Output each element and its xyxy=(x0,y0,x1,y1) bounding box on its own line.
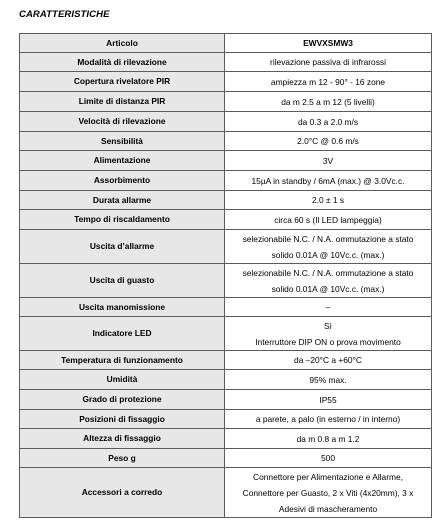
table-row xyxy=(20,468,432,518)
section-title: CARATTERISTICHE xyxy=(19,9,110,20)
table-row xyxy=(20,210,432,230)
spec-value xyxy=(225,171,432,191)
spec-value-line: Sì xyxy=(324,320,332,331)
table-row xyxy=(20,191,432,210)
spec-value-line: 2.0°C @ 0.6 m/s xyxy=(297,136,359,146)
table-row xyxy=(20,53,432,72)
spec-label: Assorbimento xyxy=(20,171,225,191)
spec-value-line: Adesivi di mascheramento xyxy=(278,503,378,514)
spec-value-line: 2.0 ± 1 s xyxy=(311,195,345,205)
spec-value xyxy=(225,53,432,72)
spec-value xyxy=(225,429,432,449)
table-row xyxy=(20,298,432,317)
spec-value xyxy=(225,264,432,298)
spec-label: Uscita d’allarme xyxy=(20,230,225,264)
table-row xyxy=(20,429,432,449)
spec-label: Tempo di riscaldamento xyxy=(20,210,225,230)
table-row xyxy=(20,132,432,151)
spec-label: Altezza di fissaggio xyxy=(20,429,225,449)
table-row xyxy=(20,151,432,171)
spec-value xyxy=(225,151,432,171)
spec-value xyxy=(225,72,432,92)
spec-value xyxy=(225,230,432,264)
spec-value-line: da m 0.8 a m 1.2 xyxy=(296,433,360,444)
spec-value xyxy=(225,34,432,53)
specifications-table xyxy=(19,33,432,518)
spec-value-line: 3V xyxy=(322,155,334,166)
spec-label: Articolo xyxy=(20,34,225,53)
table-row xyxy=(20,264,432,298)
spec-value-line: 95% max. xyxy=(309,374,347,385)
spec-value xyxy=(225,410,432,429)
table-row xyxy=(20,351,432,370)
spec-value-line: Interruttore DIP ON o prova movimento xyxy=(255,336,401,347)
spec-value xyxy=(225,112,432,132)
spec-value xyxy=(225,210,432,230)
spec-label: Posizioni di fissaggio xyxy=(20,410,225,429)
specifications-table-body xyxy=(20,34,432,518)
spec-label: Uscita manomissione xyxy=(20,298,225,317)
spec-label: Alimentazione xyxy=(20,151,225,171)
spec-label: Modalità di rilevazione xyxy=(20,53,225,72)
spec-value xyxy=(225,191,432,210)
table-row xyxy=(20,34,432,53)
spec-value-line: EWVXSMW3 xyxy=(303,38,353,48)
spec-label: Temperatura di funzionamento xyxy=(20,351,225,370)
spec-value-line: solido 0.01A @ 10Vc.c. (max.) xyxy=(271,283,385,294)
spec-value xyxy=(225,298,432,317)
spec-value-line: selezionabile N.C. / N.A. ommutazione a stato xyxy=(242,267,414,278)
spec-value-line: IP55 xyxy=(319,394,337,405)
spec-value xyxy=(225,351,432,370)
spec-label: Accessori a corredo xyxy=(20,468,225,518)
spec-value xyxy=(225,92,432,112)
table-row xyxy=(20,370,432,390)
spec-value-line: a parete, a palo (in esterno / in interno) xyxy=(255,414,401,424)
table-row xyxy=(20,410,432,429)
table-row xyxy=(20,171,432,191)
table-row xyxy=(20,317,432,351)
spec-label: Limite di distanza PIR xyxy=(20,92,225,112)
spec-value xyxy=(225,390,432,410)
spec-value-line: da 0.3 a 2.0 m/s xyxy=(297,116,359,127)
spec-value-line: ampiezza m 12 - 90° - 16 zone xyxy=(270,76,386,87)
spec-value xyxy=(225,468,432,518)
spec-value-line: solido 0.01A @ 10Vc.c. (max.) xyxy=(271,249,385,260)
table-row xyxy=(20,72,432,92)
spec-value-line: 15µA in standby / 6mA (max.) @ 3.0Vc.c. xyxy=(251,175,405,186)
spec-value xyxy=(225,370,432,390)
spec-value-line: rilevazione passiva di infrarossi xyxy=(270,57,386,67)
spec-label: Copertura rivelatore PIR xyxy=(20,72,225,92)
table-row xyxy=(20,390,432,410)
spec-label: Velocità di rilevazione xyxy=(20,112,225,132)
spec-label: Durata allarme xyxy=(20,191,225,210)
spec-label: Peso g xyxy=(20,449,225,468)
spec-value-line: selezionabile N.C. / N.A. ommutazione a stato xyxy=(242,233,414,244)
table-row xyxy=(20,230,432,264)
spec-value xyxy=(225,449,432,468)
table-row xyxy=(20,449,432,468)
spec-value-line: Connettore per Guasto, 2 x Viti (4x20mm), 3 x xyxy=(242,487,414,498)
spec-value-line: Connettore per Alimentazione e Allarme, xyxy=(253,471,403,482)
spec-label: Umidità xyxy=(20,370,225,390)
spec-label: Sensibilità xyxy=(20,132,225,151)
spec-value xyxy=(225,317,432,351)
spec-value-line: da m 2.5 a m 12 (5 livelli) xyxy=(281,96,375,107)
table-row xyxy=(20,92,432,112)
spec-label: Indicatore LED xyxy=(20,317,225,351)
spec-value-line: – xyxy=(325,302,331,312)
spec-value-line: circa 60 s (Il LED lampeggia) xyxy=(274,214,382,225)
spec-label: Uscita di guasto xyxy=(20,264,225,298)
table-row xyxy=(20,112,432,132)
spec-value-line: da –20°C a +60°C xyxy=(294,355,362,365)
spec-label: Grado di protezione xyxy=(20,390,225,410)
spec-value xyxy=(225,132,432,151)
spec-value-line: 500 xyxy=(321,453,335,463)
